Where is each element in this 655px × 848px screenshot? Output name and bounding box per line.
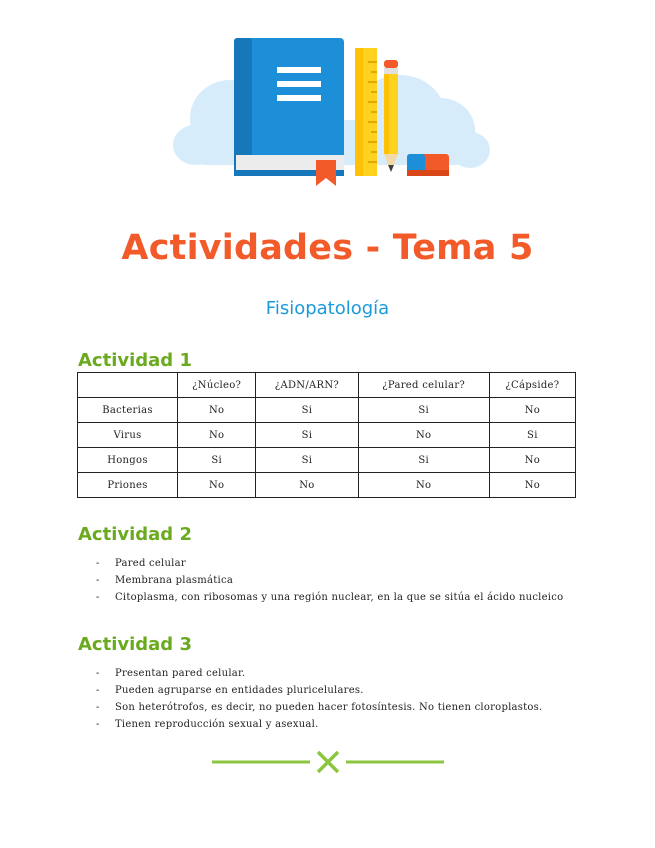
bullet-dash: - [96,558,100,569]
list-item-text: Citoplasma, con ribosomas y una región nuclear, en la que se sitúa el ácido nucleico [115,592,564,603]
table-header-cell [78,373,178,398]
list-item-text: Tienen reproducción sexual y asexual. [115,719,319,730]
table-cell: Si [358,398,489,423]
actividad-2-list [96,555,563,606]
bullet-dash: - [96,685,100,696]
list-item [96,716,542,733]
table-header-cell: ¿Cápside? [489,373,575,398]
book-ruler-pencil-icon [0,0,655,200]
table-cell: Si [489,423,575,448]
table-cell: No [489,473,575,498]
bullet-dash: - [96,575,100,586]
table-cell: Si [358,448,489,473]
table-cell: No [256,473,358,498]
list-item [96,572,563,589]
bullet-dash: - [96,668,100,679]
actividad-1-heading: Actividad 1 [78,350,192,371]
list-item-text: Membrana plasmática [115,575,234,586]
table-header-cell: ¿ADN/ARN? [256,373,358,398]
table-cell: Priones [78,473,178,498]
bullet-dash: - [96,702,100,713]
table-cell: Si [256,398,358,423]
list-item-text: Son heterótrofos, es decir, no pueden hacer fotosíntesis. No tienen cloroplastos. [115,702,543,713]
table-cell: Si [256,448,358,473]
table-cell: No [489,448,575,473]
table-row [78,448,576,473]
table-row [78,398,576,423]
table-cell: No [178,398,256,423]
bullet-dash: - [96,592,100,603]
actividad-2-heading: Actividad 2 [78,524,192,545]
header-illustration [0,0,655,200]
x-divider-icon [210,747,446,777]
table-cell: Si [178,448,256,473]
list-item [96,555,563,572]
list-item [96,665,542,682]
list-item-text: Presentan pared celular. [115,668,246,679]
table-header-cell: ¿Pared celular? [358,373,489,398]
page-title: Actividades - Tema 5 [121,228,534,268]
table-cell: No [489,398,575,423]
table-header-cell: ¿Núcleo? [178,373,256,398]
actividad-1-table [77,372,576,498]
table-header-row [78,373,576,398]
list-item-text: Pueden agruparse en entidades pluricelulares. [115,685,364,696]
list-item [96,589,563,606]
actividad-3-heading: Actividad 3 [78,634,192,655]
table-cell: Virus [78,423,178,448]
table-cell: Hongos [78,448,178,473]
bullet-dash: - [96,719,100,730]
table-cell: No [178,473,256,498]
page-subtitle: Fisiopatología [265,298,390,319]
list-item-text: Pared celular [115,558,186,569]
list-item [96,699,542,716]
table-cell: No [358,473,489,498]
table-row [78,473,576,498]
actividad-3-list [96,665,542,733]
list-item [96,682,542,699]
table-cell: No [358,423,489,448]
table-row [78,423,576,448]
table-cell: Si [256,423,358,448]
table-cell: No [178,423,256,448]
table-cell: Bacterias [78,398,178,423]
